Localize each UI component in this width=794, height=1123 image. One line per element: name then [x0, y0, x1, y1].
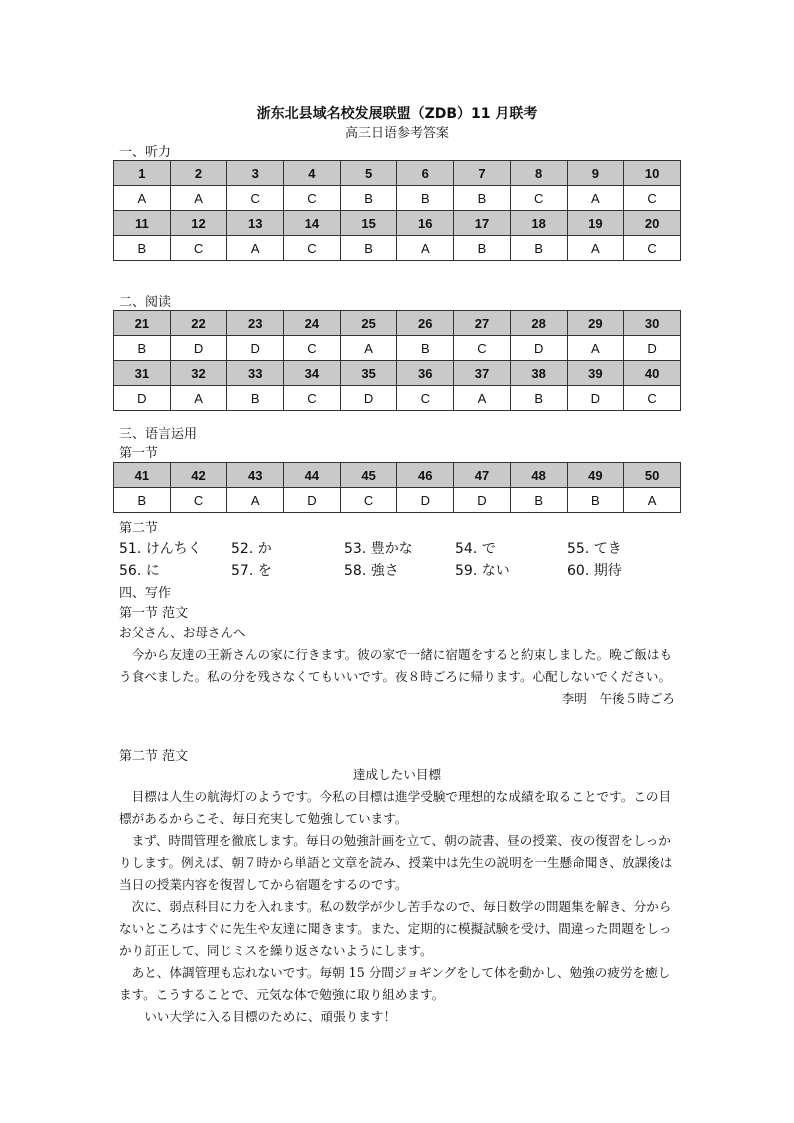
question-number: 31 [114, 361, 171, 386]
fill-in-item: 54. で [455, 541, 496, 557]
answer-cell: A [227, 488, 284, 513]
question-number: 14 [284, 211, 341, 236]
question-number: 3 [227, 161, 284, 186]
section-part2: 第二节 [119, 521, 159, 536]
question-number: 30 [624, 311, 681, 336]
essay1-signature: 李明 午後５時ごろ [561, 691, 675, 706]
answer-cell: A [170, 386, 227, 411]
question-number: 21 [114, 311, 171, 336]
table-row [114, 386, 681, 411]
question-number: 19 [567, 211, 624, 236]
fill-in-item: 51. けんちく [119, 541, 202, 557]
question-number: 6 [397, 161, 454, 186]
answer-cell: D [510, 336, 567, 361]
section-writing2: 第二节 范文 [119, 749, 189, 764]
question-number: 39 [567, 361, 624, 386]
section-writing1: 第一节 范文 [119, 606, 189, 621]
question-number: 45 [340, 463, 397, 488]
fill-in-item: 60. 期待 [567, 563, 622, 579]
fill-in-item: 57. を [231, 563, 272, 579]
question-number: 48 [510, 463, 567, 488]
answer-cell: B [454, 236, 511, 261]
answer-cell: C [284, 236, 341, 261]
question-number: 16 [397, 211, 454, 236]
answer-cell: B [567, 488, 624, 513]
page-title: 浙东北县域名校发展联盟（ZDB）11 月联考 [256, 106, 538, 122]
answer-cell: A [567, 186, 624, 211]
fill-in-item: 55. てき [567, 541, 622, 557]
question-number: 8 [510, 161, 567, 186]
answer-cell: A [114, 186, 171, 211]
question-number: 4 [284, 161, 341, 186]
page-subtitle: 高三日语参考答案 [344, 126, 449, 141]
answer-cell: C [170, 236, 227, 261]
answer-cell: B [510, 386, 567, 411]
answer-cell: C [284, 336, 341, 361]
answer-cell: C [227, 186, 284, 211]
section-language: 三、语言运用 [119, 427, 198, 442]
essay2-paragraph: 目標は人生の航海灯のようです。今私の目標は進学受験で理想的な成績を取ることです。この目標があるからこそ、毎日充実して勉強しています。 [119, 789, 672, 826]
section-reading: 二、阅读 [119, 295, 172, 310]
question-number: 34 [284, 361, 341, 386]
question-number: 29 [567, 311, 624, 336]
question-number: 46 [397, 463, 454, 488]
answer-cell: C [397, 386, 454, 411]
answer-cell: D [340, 386, 397, 411]
answer-cell: C [284, 186, 341, 211]
question-number: 23 [227, 311, 284, 336]
answer-cell: D [624, 336, 681, 361]
table-row [114, 463, 681, 488]
table-row [114, 236, 681, 261]
question-number: 12 [170, 211, 227, 236]
question-number: 26 [397, 311, 454, 336]
section-writing: 四、写作 [119, 586, 172, 601]
question-number: 18 [510, 211, 567, 236]
answer-cell: C [624, 186, 681, 211]
table-row [114, 361, 681, 386]
question-number: 36 [397, 361, 454, 386]
essay2 [119, 764, 675, 1028]
question-number: 7 [454, 161, 511, 186]
question-number: 49 [567, 463, 624, 488]
answer-cell: B [227, 386, 284, 411]
answer-cell: B [114, 236, 171, 261]
listening-answer-table [113, 160, 681, 261]
answer-cell: B [397, 186, 454, 211]
fill-in-item: 56. に [119, 563, 160, 579]
answer-cell: B [340, 236, 397, 261]
question-number: 5 [340, 161, 397, 186]
essay2-paragraph: 次に、弱点科目に力を入れます。私の数学が少し苦手なので、毎日数学の問題集を解き、分からないところはすぐに先生や友達に聞きます。また、定期的に模擬試験を受け、間違った問題をしっかり訂正して、同じミスを繰り返さないようにします。 [119, 899, 672, 958]
question-number: 15 [340, 211, 397, 236]
question-number: 50 [624, 463, 681, 488]
answer-cell: C [284, 386, 341, 411]
question-number: 41 [114, 463, 171, 488]
question-number: 17 [454, 211, 511, 236]
table-row [114, 311, 681, 336]
essay2-title: 達成したい目標 [352, 767, 442, 782]
table-row [114, 336, 681, 361]
essay1-body: 今から友達の王新さんの家に行きます。彼の家で一緒に宿題をすると約束しました。晩ご飯はもう食べました。私の分を残さなくてもいいです。夜８時ごろに帰ります。心配しないでください。 [119, 647, 673, 684]
question-number: 35 [340, 361, 397, 386]
question-number: 32 [170, 361, 227, 386]
question-number: 2 [170, 161, 227, 186]
question-number: 38 [510, 361, 567, 386]
table-row [114, 161, 681, 186]
fill-in-item: 58. 強さ [344, 563, 399, 579]
answer-cell: D [284, 488, 341, 513]
answer-cell: A [227, 236, 284, 261]
language-answer-table [113, 462, 681, 513]
reading-answer-table [113, 310, 681, 411]
question-number: 10 [624, 161, 681, 186]
question-number: 20 [624, 211, 681, 236]
answer-cell: B [340, 186, 397, 211]
question-number: 11 [114, 211, 171, 236]
question-number: 42 [170, 463, 227, 488]
fill-in-item: 52. か [231, 541, 272, 557]
question-number: 13 [227, 211, 284, 236]
question-number: 44 [284, 463, 341, 488]
question-number: 25 [340, 311, 397, 336]
question-number: 37 [454, 361, 511, 386]
fill-in-item: 53. 豊かな [344, 541, 413, 557]
answer-cell: C [510, 186, 567, 211]
answer-cell: A [170, 186, 227, 211]
question-number: 43 [227, 463, 284, 488]
answer-cell: B [510, 236, 567, 261]
table-row [114, 211, 681, 236]
answer-cell: B [397, 336, 454, 361]
answer-cell: C [454, 336, 511, 361]
answer-cell: B [114, 488, 171, 513]
essay2-paragraph: あと、体調管理も忘れないです。毎朝 15 分間ジョギングをして体を動かし、勉強の疲労を癒します。こうすることで、元気な体で勉強に取り組めます。 [119, 965, 671, 1002]
question-number: 28 [510, 311, 567, 336]
question-number: 9 [567, 161, 624, 186]
table-row [114, 488, 681, 513]
answer-cell: A [567, 236, 624, 261]
section-listening: 一、听力 [119, 145, 172, 160]
answer-cell: B [454, 186, 511, 211]
answer-cell: C [624, 386, 681, 411]
section-part1: 第一节 [119, 446, 159, 461]
answer-cell: B [114, 336, 171, 361]
essay2-paragraph: まず、時間管理を徹底します。毎日の勉強計画を立て、朝の読書、昼の授業、夜の復習をしっかりします。例えば、朝７時から単語と文章を読み、授業中は先生の説明を一生懸命聞き、放課後は当日の授業内容を復習してから宿題をするのです。 [119, 833, 673, 892]
answer-cell: D [397, 488, 454, 513]
answer-cell: C [340, 488, 397, 513]
essay1 [119, 622, 675, 710]
question-number: 1 [114, 161, 171, 186]
question-number: 22 [170, 311, 227, 336]
answer-cell: D [114, 386, 171, 411]
question-number: 47 [454, 463, 511, 488]
answer-cell: C [624, 236, 681, 261]
essay1-greeting: お父さん、お母さんへ [119, 625, 246, 640]
answer-cell: C [170, 488, 227, 513]
table-row [114, 186, 681, 211]
answer-cell: A [624, 488, 681, 513]
answer-cell: A [340, 336, 397, 361]
answer-cell: A [567, 336, 624, 361]
answer-cell: D [170, 336, 227, 361]
question-number: 33 [227, 361, 284, 386]
answer-cell: A [454, 386, 511, 411]
answer-cell: D [454, 488, 511, 513]
answer-cell: B [510, 488, 567, 513]
answer-cell: D [227, 336, 284, 361]
essay2-paragraph: いい大学に入る目標のために、頑張ります！ [119, 1009, 397, 1024]
answer-cell: D [567, 386, 624, 411]
question-number: 24 [284, 311, 341, 336]
fill-in-item: 59. ない [455, 563, 510, 579]
answer-cell: A [397, 236, 454, 261]
question-number: 40 [624, 361, 681, 386]
question-number: 27 [454, 311, 511, 336]
